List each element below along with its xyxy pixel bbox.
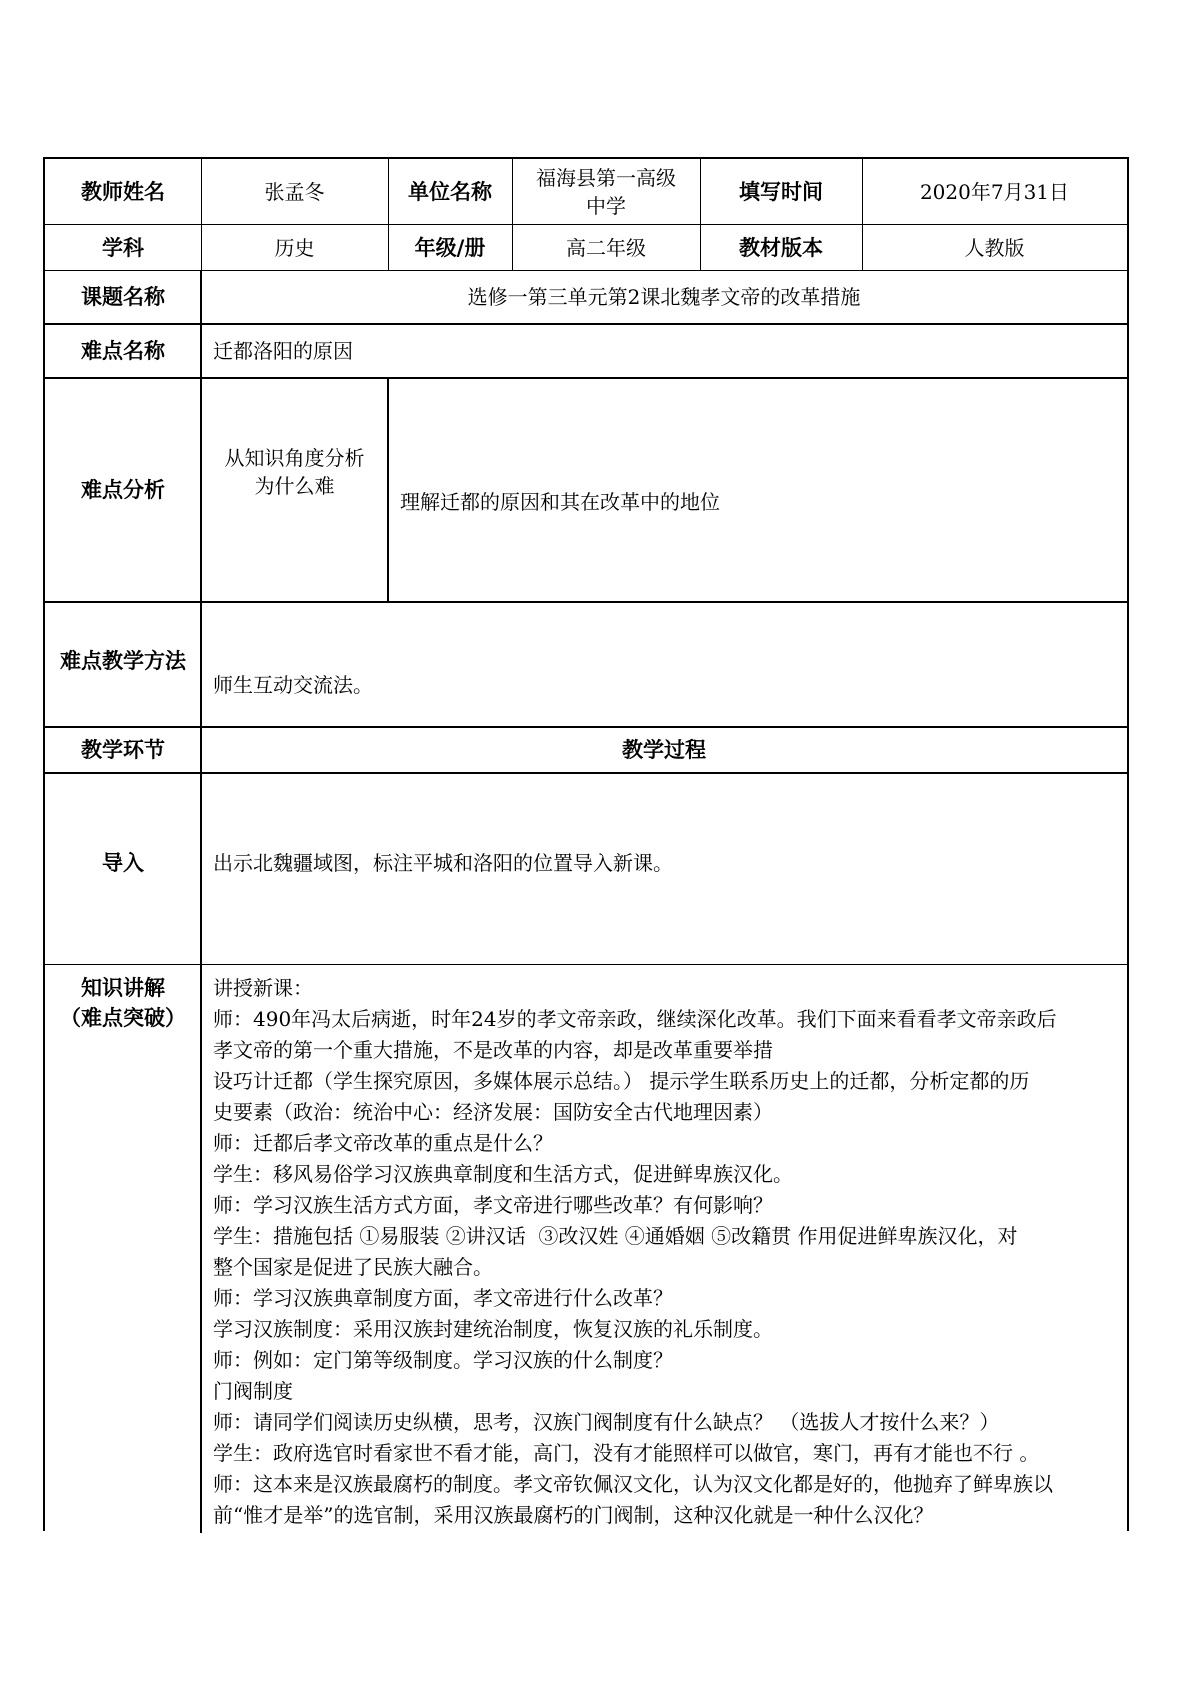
header-row-2 <box>45 225 1127 271</box>
divider <box>200 965 202 1533</box>
subject-label: 学科 <box>102 235 144 260</box>
knowledge-label-line1: 知识讲解 <box>81 976 165 1000</box>
difficulty-row <box>45 325 1127 379</box>
knowledge-row <box>45 965 1127 1533</box>
knowledge-line: 前“惟才是举”的选官制，采用汉族最腐朽的门阀制，这种汉化就是一种什么汉化？ <box>213 1503 934 1527</box>
intro-label: 导入 <box>102 851 144 875</box>
knowledge-line: 师：迁都后孝文帝改革的重点是什么？ <box>213 1131 553 1155</box>
intro-row <box>45 774 1127 965</box>
analysis-value: 理解迁都的原因和其在改革中的地位 <box>400 490 720 514</box>
intro-value: 出示北魏疆域图，标注平城和洛阳的位置导入新课。 <box>213 851 673 875</box>
difficulty-value: 迁都洛阳的原因 <box>213 339 353 363</box>
analysis-row <box>45 379 1127 603</box>
date-label: 填写时间 <box>739 179 823 204</box>
lesson-plan-table <box>43 157 1129 1531</box>
knowledge-line: 孝文帝的第一个重大措施，不是改革的内容，却是改革重要举措 <box>213 1038 773 1062</box>
analysis-sub-label <box>201 379 388 601</box>
analysis-label: 难点分析 <box>81 478 165 502</box>
knowledge-line: 史要素（政治：统治中心：经济发展：国防安全古代地理因素） <box>213 1100 773 1124</box>
edition-label: 教材版本 <box>739 235 823 260</box>
topic-label: 课题名称 <box>81 285 165 309</box>
grade-label: 年级/册 <box>414 235 486 260</box>
knowledge-line: 设巧计迁都（学生探究原因，多媒体展示总结。） 提示学生联系历史上的迁都，分析定都的历 <box>213 1069 1030 1093</box>
knowledge-line: 师：这本来是汉族最腐朽的制度。孝文帝钦佩汉文化，认为汉文化都是好的，他抛弃了鲜卑族以 <box>213 1472 1053 1496</box>
method-value: 师生互动交流法。 <box>213 672 373 697</box>
method-label: 难点教学方法 <box>60 648 186 673</box>
unit-label: 单位名称 <box>408 179 492 204</box>
knowledge-line: 师：学习汉族生活方式方面，孝文帝进行哪些改革？有何影响？ <box>213 1193 773 1217</box>
knowledge-line: 师：例如：定门第等级制度。学习汉族的什么制度？ <box>213 1348 673 1372</box>
teacher-label: 教师姓名 <box>81 179 165 204</box>
process-left-header: 教学环节 <box>81 738 165 762</box>
knowledge-line: 师：请同学们阅读历史纵横，思考，汉族门阀制度有什么缺点？ （选拔人才按什么来？） <box>213 1410 1000 1434</box>
knowledge-label-line2: （难点突破） <box>60 1006 186 1030</box>
unit-value-line1: 福海县第一高级 <box>536 165 676 190</box>
unit-value-line2: 中学 <box>586 193 626 218</box>
knowledge-line: 师：490年冯太后病逝，时年24岁的孝文帝亲政，继续深化改革。我们下面来看看孝文帝亲政后 <box>213 1007 1057 1031</box>
knowledge-line: 学习汉族制度：采用汉族封建统治制度，恢复汉族的礼乐制度。 <box>213 1317 773 1341</box>
header-row-1 <box>45 159 1127 225</box>
knowledge-line: 门阀制度 <box>213 1379 293 1403</box>
knowledge-line: 学生：措施包括 ①易服装 ②讲汉话 ③改汉姓 ④通婚姻 ⑤改籍贯 作用促进鲜卑族汉化，对 <box>213 1224 1018 1248</box>
knowledge-line: 学生：移风易俗学习汉族典章制度和生活方式，促进鲜卑族汉化。 <box>213 1162 793 1186</box>
topic-value: 选修一第三单元第2课北魏孝文帝的改革措施 <box>467 285 861 309</box>
teacher-value: 张孟冬 <box>264 179 325 204</box>
date-value: 2020年7月31日 <box>919 179 1070 204</box>
knowledge-content <box>213 973 1117 1531</box>
analysis-sub-label-line2: 为什么难 <box>254 474 335 498</box>
knowledge-line: 师：学习汉族典章制度方面，孝文帝进行什么改革？ <box>213 1286 673 1310</box>
grade-value: 高二年级 <box>566 235 646 260</box>
knowledge-label <box>45 973 201 1033</box>
knowledge-line: 学生：政府选官时看家世不看才能，高门，没有才能照样可以做官，寒门，再有才能也不行 。 <box>213 1441 1040 1465</box>
process-right-header: 教学过程 <box>622 738 706 762</box>
knowledge-line: 讲授新课： <box>213 976 313 1000</box>
subject-value: 历史 <box>274 235 315 260</box>
knowledge-line: 整个国家是促进了民族大融合。 <box>213 1255 493 1279</box>
difficulty-label: 难点名称 <box>81 339 165 363</box>
process-header-row <box>45 728 1127 774</box>
topic-row <box>45 271 1127 325</box>
analysis-sub-label-line1: 从知识角度分析 <box>224 446 365 470</box>
edition-value: 人教版 <box>964 235 1025 260</box>
unit-value <box>512 159 700 224</box>
method-row <box>45 603 1127 728</box>
